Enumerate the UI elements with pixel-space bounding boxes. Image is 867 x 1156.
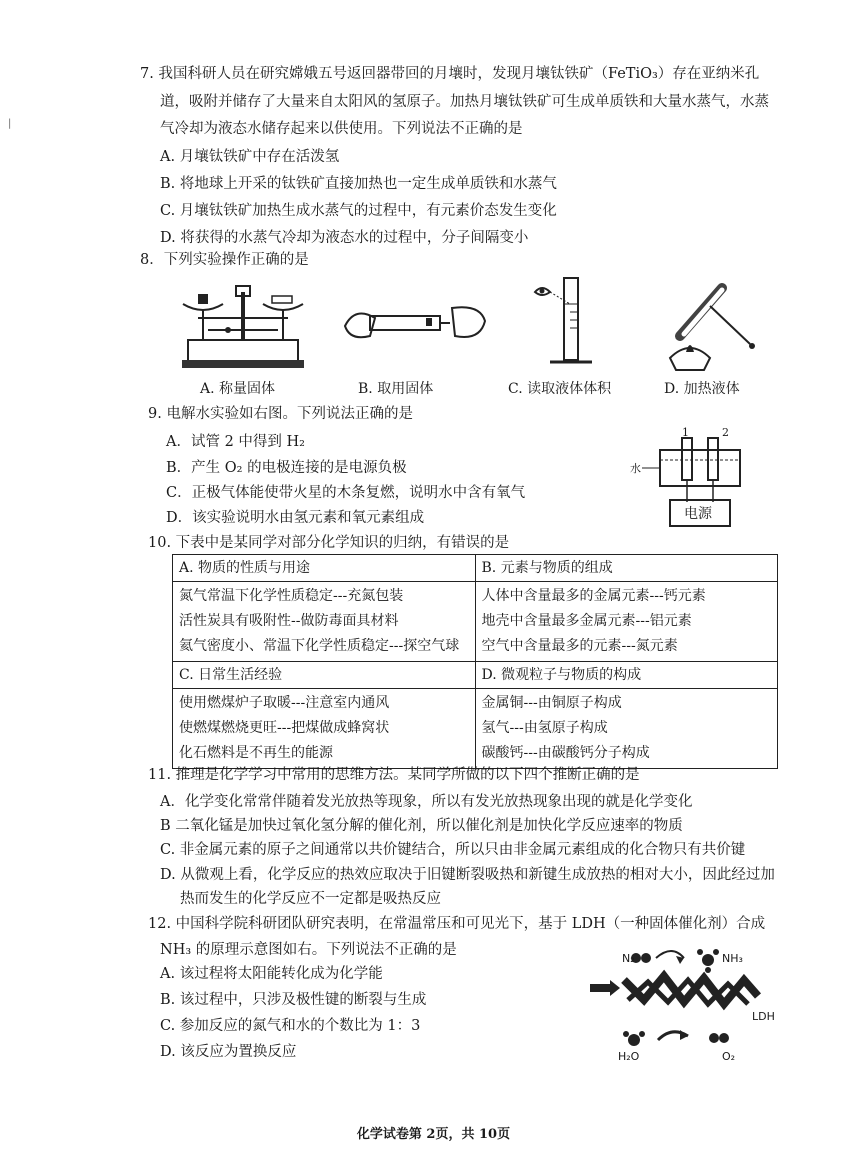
q10-cell-c-head: C. 日常生活经验 — [173, 662, 476, 689]
q12-option-a: A. 该过程将太阳能转化成为化学能 — [160, 966, 383, 982]
q10-cell-a-head: A. 物质的性质与用途 — [173, 555, 476, 582]
q10-table — [172, 554, 778, 769]
q7-line-1: 7. 我国科研人员在研究嫦娥五号返回器带回的月壤时，发现月壤钛铁矿（FeTiO₃）存在亚纳米孔 — [140, 66, 760, 82]
h2o-label: H₂O — [618, 1050, 640, 1063]
nh3-label: NH₃ — [722, 952, 743, 965]
ldh-figure — [588, 940, 788, 1070]
q10-c-item: 使燃煤燃烧更旺---把煤做成蜂窝状 — [179, 720, 390, 736]
q9-option-d: D．该实验说明水由氢元素和氧元素组成 — [166, 510, 425, 526]
q9-option-b: B．产生 O₂ 的电极连接的是电源负极 — [166, 460, 407, 476]
tube-2-label: 2 — [722, 426, 729, 439]
q7-option-d: D. 将获得的水蒸气冷却为液态水的过程中，分子间隔变小 — [160, 230, 529, 246]
q10-b-item: 空气中含量最多的元素---氮元素 — [481, 638, 678, 654]
take-solid-figure — [340, 296, 490, 346]
q11-stem: 11. 推理是化学学习中常用的思维方法。某同学所做的以下四个推断正确的是 — [148, 767, 640, 783]
tube-1-label: 1 — [682, 426, 689, 439]
q11-option-d-line-2: 热而发生的化学反应不一定都是吸热反应 — [180, 891, 441, 907]
q10-b-item: 人体中含量最多的金属元素---钙元素 — [481, 588, 706, 604]
q10-d-item: 氢气---由氢原子构成 — [481, 720, 608, 736]
q10-a-item: 氦气密度小、常温下化学性质稳定---探空气球 — [179, 638, 460, 654]
q12-line-1: 12. 中国科学院科研团队研究表明，在常温常压和可见光下，基于 LDH（一种固体催化剂）合成 — [148, 916, 766, 932]
q10-cell-b-head: B. 元素与物质的组成 — [475, 555, 778, 582]
q10-c-item: 化石燃料是不再生的能源 — [179, 745, 333, 761]
q12-option-b: B. 该过程中，只涉及极性键的断裂与生成 — [160, 992, 427, 1008]
q10-cell-a-body — [173, 582, 476, 662]
n2-label: N₂ — [622, 952, 635, 965]
q7-line-2: 道，吸附并储存了大量来自太阳风的氢原子。加热月壤钛铁矿可生成单质铁和大量水蒸气，水蒸 — [160, 94, 769, 110]
water-label: 水 — [630, 462, 641, 475]
heating-liquid-figure — [660, 276, 760, 376]
q12-line-2: NH₃ 的原理示意图如右。下列说法不正确的是 — [160, 942, 457, 958]
q8-figure-d-label: D. 加热液体 — [664, 381, 740, 397]
q9-option-c: C．正极气体能使带火星的木条复燃，说明水中含有氧气 — [166, 485, 526, 501]
electrolysis-figure — [630, 426, 760, 530]
o2-label: O₂ — [722, 1050, 736, 1063]
q9-option-a: A．试管 2 中得到 H₂ — [166, 434, 305, 450]
q10-stem: 10. 下表中是某同学对部分化学知识的归纳，有错误的是 — [148, 535, 510, 551]
q10-d-item: 碳酸钙---由碳酸钙分子构成 — [481, 745, 650, 761]
q12-option-d: D. 该反应为置换反应 — [160, 1044, 297, 1060]
power-source-label: 电源 — [684, 506, 712, 522]
q10-cell-c-body — [173, 689, 476, 769]
page-footer: 化学试卷第 2页，共 10页 — [356, 1127, 511, 1142]
q7-line-3: 气冷却为液态水储存起来以供使用。下列说法不正确的是 — [160, 121, 523, 137]
q10-b-item: 地壳中含量最多金属元素---铝元素 — [481, 613, 692, 629]
balance-figure — [178, 282, 308, 372]
q12-option-c: C. 参加反应的氮气和水的个数比为 1：3 — [160, 1018, 421, 1034]
q10-cell-b-body — [475, 582, 778, 662]
q9-stem: 9. 电解水实验如右图。下列说法正确的是 — [148, 406, 413, 422]
q11-option-d-line-1: D. 从微观上看，化学反应的热效应取决于旧键断裂吸热和新键生成放热的相对大小，因此经过加 — [160, 867, 775, 883]
ldh-label: LDH — [752, 1010, 775, 1023]
q7-option-a: A. 月壤钛铁矿中存在活泼氢 — [160, 149, 340, 165]
q10-d-item: 金属铜---由铜原子构成 — [481, 695, 622, 711]
q8-figure-c-label: C. 读取液体体积 — [508, 381, 612, 397]
q10-cell-d-head: D. 微观粒子与物质的构成 — [475, 662, 778, 689]
q8-figure-a-label: A. 称量固体 — [200, 381, 276, 397]
q8-stem: 8．下列实验操作正确的是 — [140, 252, 309, 268]
q10-a-item: 活性炭具有吸附性--做防毒面具材料 — [179, 613, 399, 629]
q10-cell-d-body — [475, 689, 778, 769]
q11-option-c: C. 非金属元素的原子之间通常以共价键结合，所以只由非金属元素组成的化合物只有共价键 — [160, 842, 746, 858]
q8-figure-b-label: B. 取用固体 — [358, 381, 434, 397]
q7-option-b: B. 将地球上开采的钛铁矿直接加热也一定生成单质铁和水蒸气 — [160, 176, 557, 192]
margin-mark: | — [8, 118, 12, 129]
cylinder-figure — [520, 272, 610, 372]
q10-c-item: 使用燃煤炉子取暖---注意室内通风 — [179, 695, 390, 711]
q11-option-b: B 二氧化锰是加快过氧化氢分解的催化剂，所以催化剂是加快化学反应速率的物质 — [160, 818, 683, 834]
q10-a-item: 氮气常温下化学性质稳定---充氮包装 — [179, 588, 404, 604]
q7-option-c: C. 月壤钛铁矿加热生成水蒸气的过程中，有元素价态发生变化 — [160, 203, 557, 219]
q11-option-a: A．化学变化常常伴随着发光放热等现象，所以有发光放热现象出现的就是化学变化 — [160, 794, 693, 810]
